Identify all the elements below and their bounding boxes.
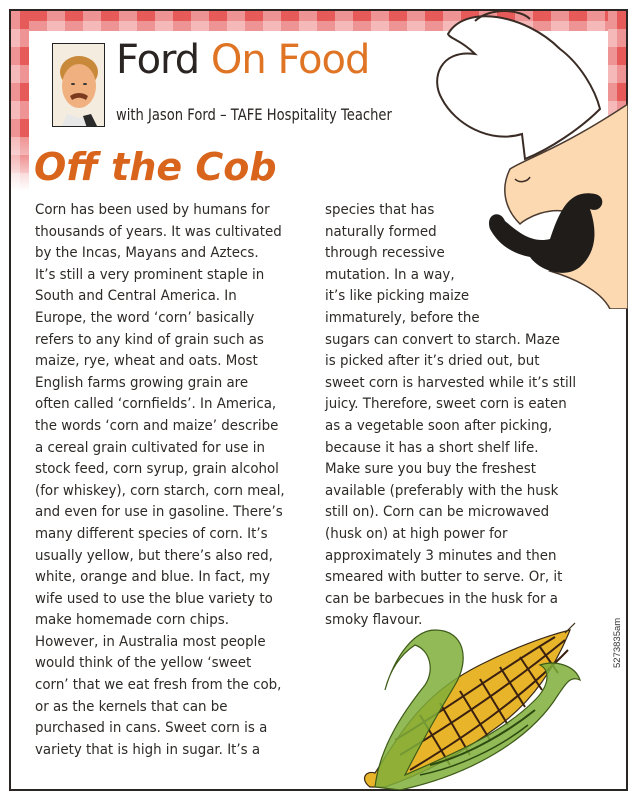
text-line: many different species of corn. It’s [35,525,268,542]
text-line: English farms growing grain are [35,374,249,391]
text-line: South and Central America. In [35,288,237,305]
column-title-accent: On Food [210,37,370,83]
text-line: Make sure you buy the freshest [325,461,536,478]
catalog-code: 5273835am [612,617,623,668]
text-line: Europe, the word ‘corn’ basically [35,309,255,326]
column-header [52,37,472,133]
text-line: smeared with butter to serve. Or, it [325,569,563,586]
text-line: mutation. In a way, [325,266,455,283]
text-line: immaturely, before the [325,309,480,326]
corn-cob-illustration [360,615,600,790]
text-line: can be barbecues in the husk for a [325,590,558,607]
text-line: (husk on) at high power for [325,525,508,542]
text-line: or as the kernels that can be [35,698,228,715]
author-photo [52,43,105,127]
text-line: approximately 3 minutes and then [325,547,557,564]
text-line: corn’ that we eat fresh from the cob, [35,677,282,694]
text-line: and even for use in gasoline. There’s [35,504,283,521]
text-line: stock feed, corn syrup, grain alcohol [35,461,279,478]
text-line: by the Incas, Mayans and Aztecs. [35,245,259,262]
column-title-name: Ford [116,37,200,83]
text-line: juicy. Therefore, sweet corn is eaten [325,396,567,413]
text-line: as a vegetable soon after picking, [325,417,553,434]
text-line: refers to any kind of grain such as [35,331,264,348]
text-line: would think of the yellow ‘sweet [35,655,252,672]
text-line: usually yellow, but there’s also red, [35,547,273,564]
gingham-border-left [11,11,29,191]
text-line: variety that is high in sugar. It’s a [35,741,261,758]
text-line: sweet corn is harvested while it’s still [325,374,577,391]
text-line: make homemade corn chips. [35,612,229,629]
text-line: through recessive [325,245,445,262]
article-column-1 [35,200,310,761]
text-line: available (preferably with the husk [325,482,559,499]
text-line: maize, rye, wheat and oats. Most [35,353,258,370]
text-line: sugars can convert to starch. Maze [325,331,561,348]
text-line: white, orange and blue. In fact, my [35,569,271,586]
text-line: wife used to use the blue variety to [35,590,273,607]
text-line: It’s still a very prominent staple in [35,266,265,283]
text-line: (for whiskey), corn starch, corn meal, [35,482,285,499]
text-line: it’s like picking maize [325,288,470,305]
text-line: species that has [325,202,435,218]
text-line: purchased in cans. Sweet corn is a [35,720,268,737]
text-line: often called ‘cornfields’. In America, [35,396,277,413]
text-line: However, in Australia most people [35,633,266,650]
text-line: thousands of years. It was cultivated [35,223,282,240]
article-column-2 [325,200,595,632]
text-line: the words ‘corn and maize’ describe [35,417,279,434]
column-title [116,37,369,83]
text-line: a cereal grain cultivated for use in [35,439,266,456]
byline: with Jason Ford – TAFE Hospitality Teacher [116,105,392,124]
text-line: naturally formed [325,223,437,240]
text-line: is picked after it’s dried out, but [325,353,540,370]
text-line: Corn has been used by humans for [35,202,270,218]
author-portrait-icon [53,44,105,127]
text-line: smoky flavour. [325,612,423,629]
text-line: because it has a short shelf life. [325,439,539,456]
text-line: still on). Corn can be microwaved [325,504,550,521]
article-headline: Off the Cob [34,145,277,189]
